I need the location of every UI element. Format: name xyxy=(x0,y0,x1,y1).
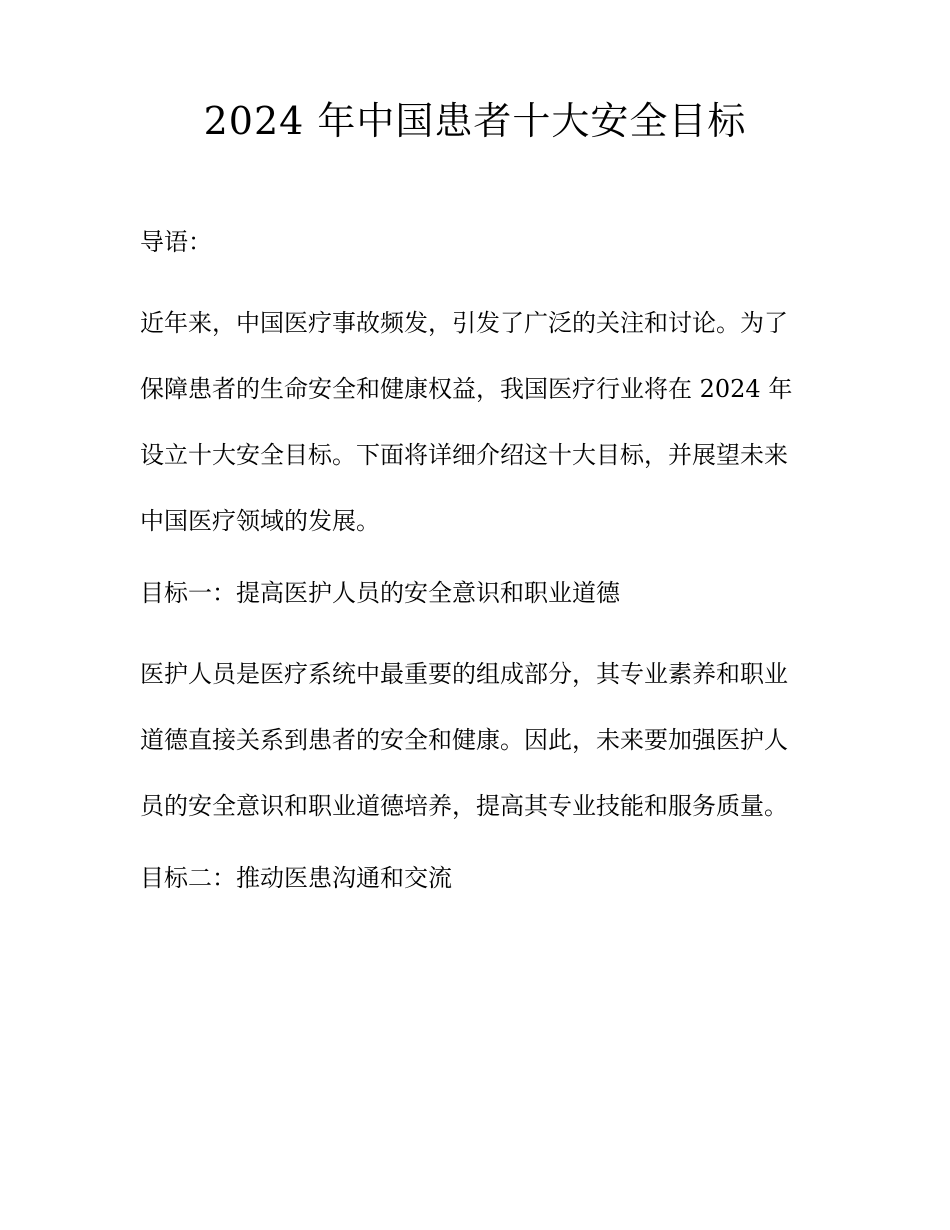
goal-1-paragraph xyxy=(140,641,812,839)
intro-line: 设立十大安全目标。下面将详细介绍这十大目标，并展望未来 xyxy=(140,441,788,469)
goal-2-heading: 目标二：推动医患沟通和交流 xyxy=(140,864,452,892)
intro-line: 近年来，中国医疗事故频发，引发了广泛的关注和讨论。为了 xyxy=(140,309,788,337)
goal-1-heading: 目标一：提高医护人员的安全意识和职业道德 xyxy=(140,579,620,607)
intro-label: 导语： xyxy=(140,228,212,256)
goal-1-line: 员的安全意识和职业道德培养，提高其专业技能和服务质量。 xyxy=(140,792,788,820)
intro-line: 中国医疗领域的发展。 xyxy=(140,507,380,535)
document-title: 2024 年中国患者十大安全目标 xyxy=(203,99,747,143)
goal-1-line: 道德直接关系到患者的安全和健康。因此，未来要加强医护人 xyxy=(140,726,788,754)
intro-line: 保障患者的生命安全和健康权益，我国医疗行业将在 2024 年 xyxy=(140,375,793,403)
goal-1-line: 医护人员是医疗系统中最重要的组成部分，其专业素养和职业 xyxy=(140,660,788,688)
intro-paragraph xyxy=(140,290,812,554)
